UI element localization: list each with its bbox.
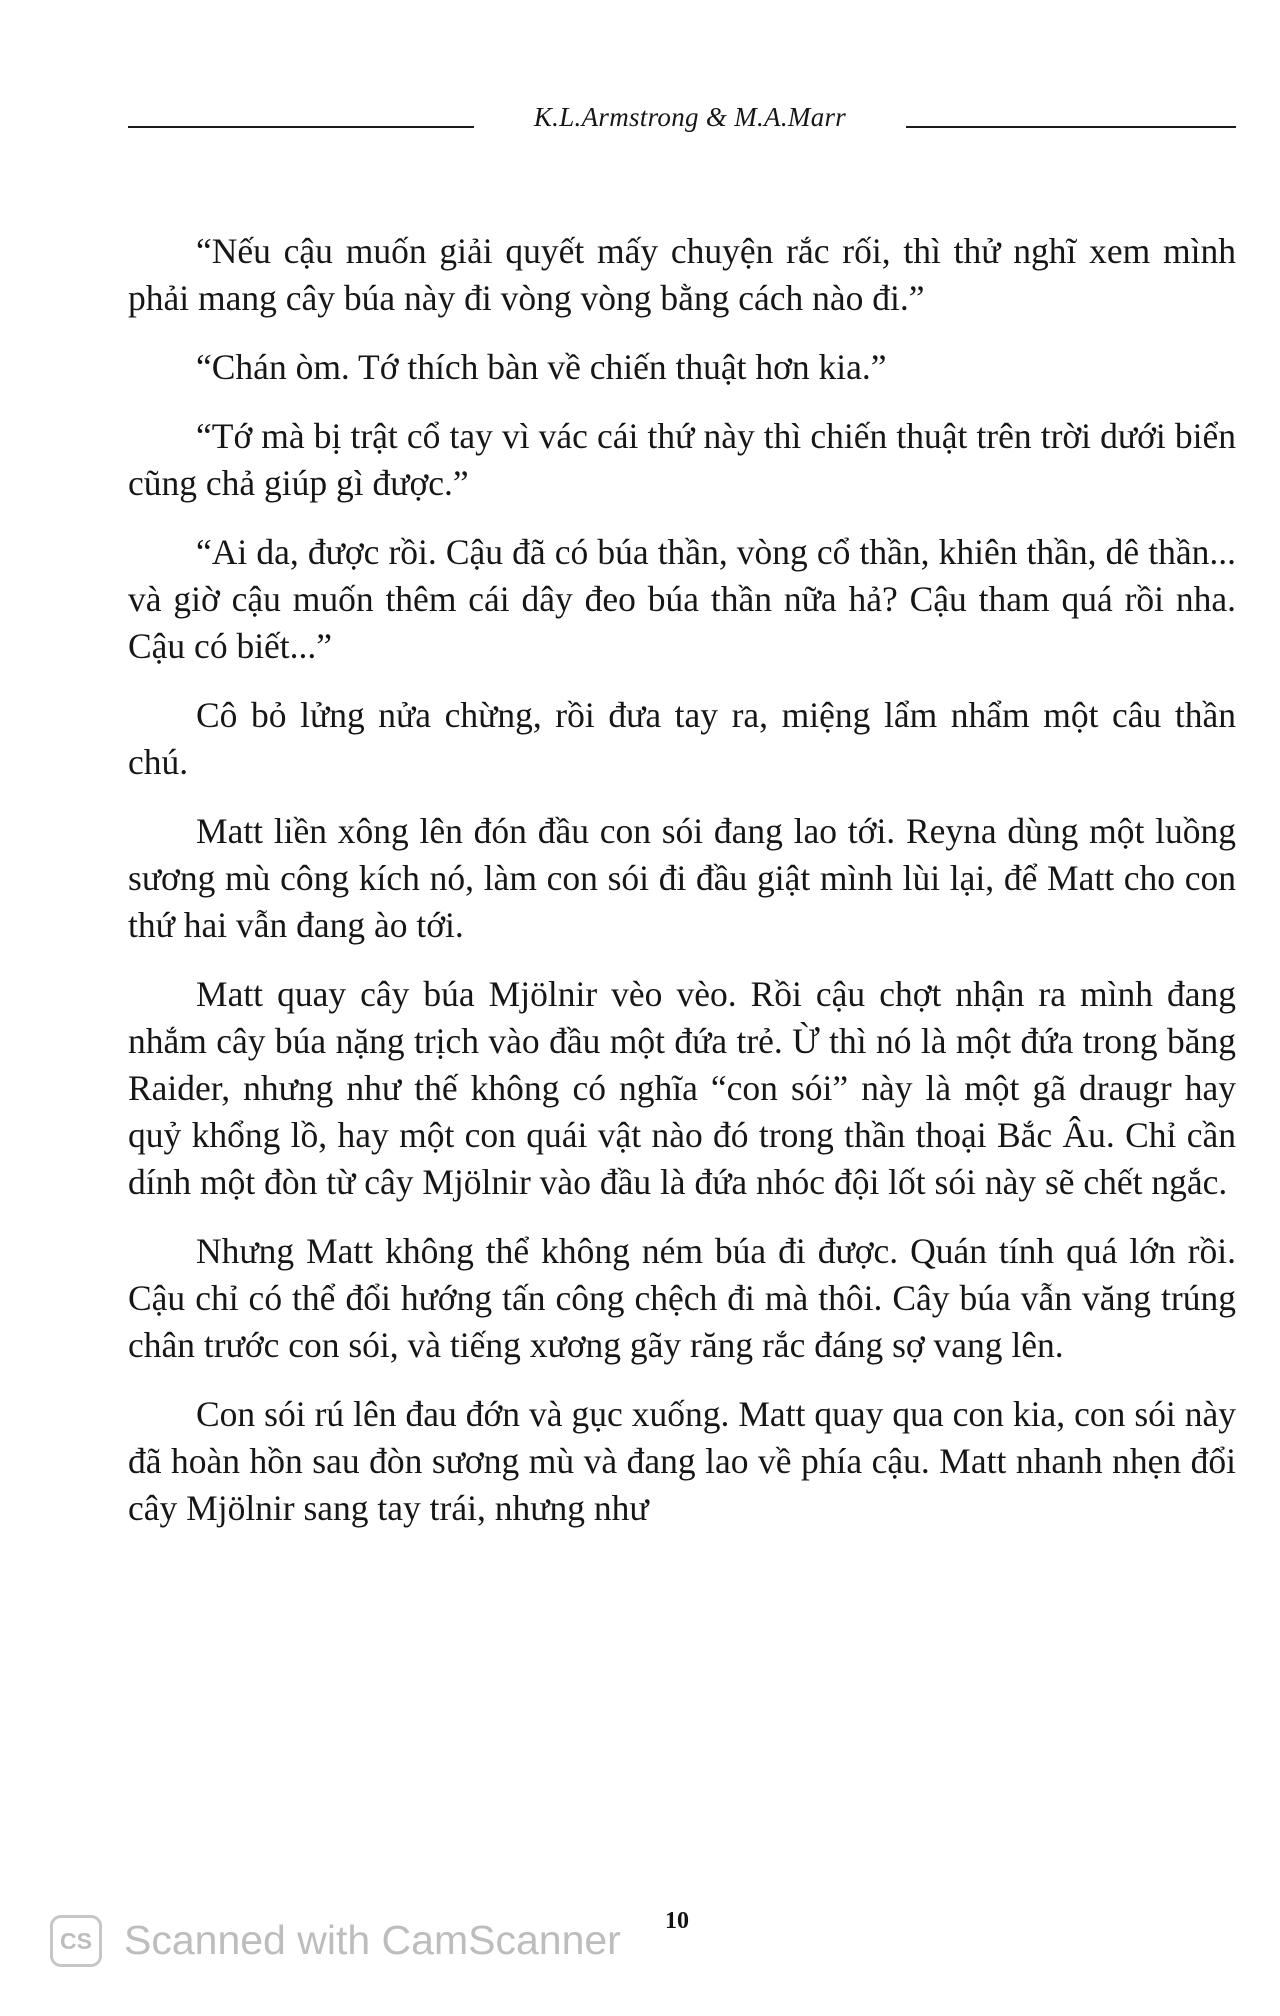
paragraph: “Ai da, được rồi. Cậu đã có búa thần, vòng cổ thần, khiên thần, dê thần... và giờ cậu muốn thêm cái dây đeo búa thần nữa hả? Cậu tham quá rồi nha. Cậu có biết...” — [128, 532, 1236, 666]
paragraph: Matt liền xông lên đón đầu con sói đang lao tới. Reyna dùng một luồng sương mù công kích nó, làm con sói đi đầu giật mình lùi lại, để Matt cho con thứ hai vẫn đang ào tới. — [128, 811, 1236, 945]
page-number: 10 — [665, 1908, 689, 1934]
paragraph: Cô bỏ lửng nửa chừng, rồi đưa tay ra, miệng lẩm nhẩm một câu thần chú. — [128, 695, 1236, 782]
paragraph: “Tớ mà bị trật cổ tay vì vác cái thứ này thì chiến thuật trên trời dưới biển cũng chả giúp gì được.” — [128, 416, 1236, 503]
running-head-title: K.L.Armstrong & M.A.Marr — [533, 102, 847, 132]
paragraph: “Nếu cậu muốn giải quyết mấy chuyện rắc rối, thì thử nghĩ xem mình phải mang cây búa này đi vòng vòng bằng cách nào đi.” — [128, 231, 1236, 318]
paragraph: Matt quay cây búa Mjölnir vèo vèo. Rồi cậu chợt nhận ra mình đang nhắm cây búa nặng trịch vào đầu một đứa trẻ. Ừ thì nó là một đứa trong băng Raider, nhưng như thế không có nghĩa “con sói” này là một gã draugr hay quỷ khổng lồ, hay một con quái vật nào đó trong thần thoại Bắc Âu. Chỉ cần dính một đòn từ cây Mjölnir vào đầu là đứa nhóc đội lốt sói này sẽ chết ngắc. — [128, 974, 1236, 1202]
scanner-watermark — [50, 1913, 770, 1971]
running-head — [128, 96, 1236, 136]
body-text — [128, 228, 1236, 1554]
camscanner-logo-icon: CS — [50, 1915, 102, 1967]
scanner-watermark-text: Scanned with CamScanner — [124, 1917, 621, 1963]
paragraph: Con sói rú lên đau đớn và gục xuống. Matt quay qua con kia, con sói này đã hoàn hồn sau đòn sương mù và đang lao về phía cậu. Matt nhanh nhẹn đổi cây Mjölnir sang tay trái, nhưng như — [128, 1394, 1236, 1528]
header-rule-right — [906, 126, 1236, 128]
header-rule-left — [128, 126, 474, 128]
paragraph: Nhưng Matt không thể không ném búa đi được. Quán tính quá lớn rồi. Cậu chỉ có thể đổi hướng tấn công chệch đi mà thôi. Cây búa vẫn văng trúng chân trước con sói, và tiếng xương gãy răng rắc đáng sợ vang lên. — [128, 1231, 1236, 1365]
paragraph: “Chán òm. Tớ thích bàn về chiến thuật hơn kia.” — [196, 347, 887, 387]
